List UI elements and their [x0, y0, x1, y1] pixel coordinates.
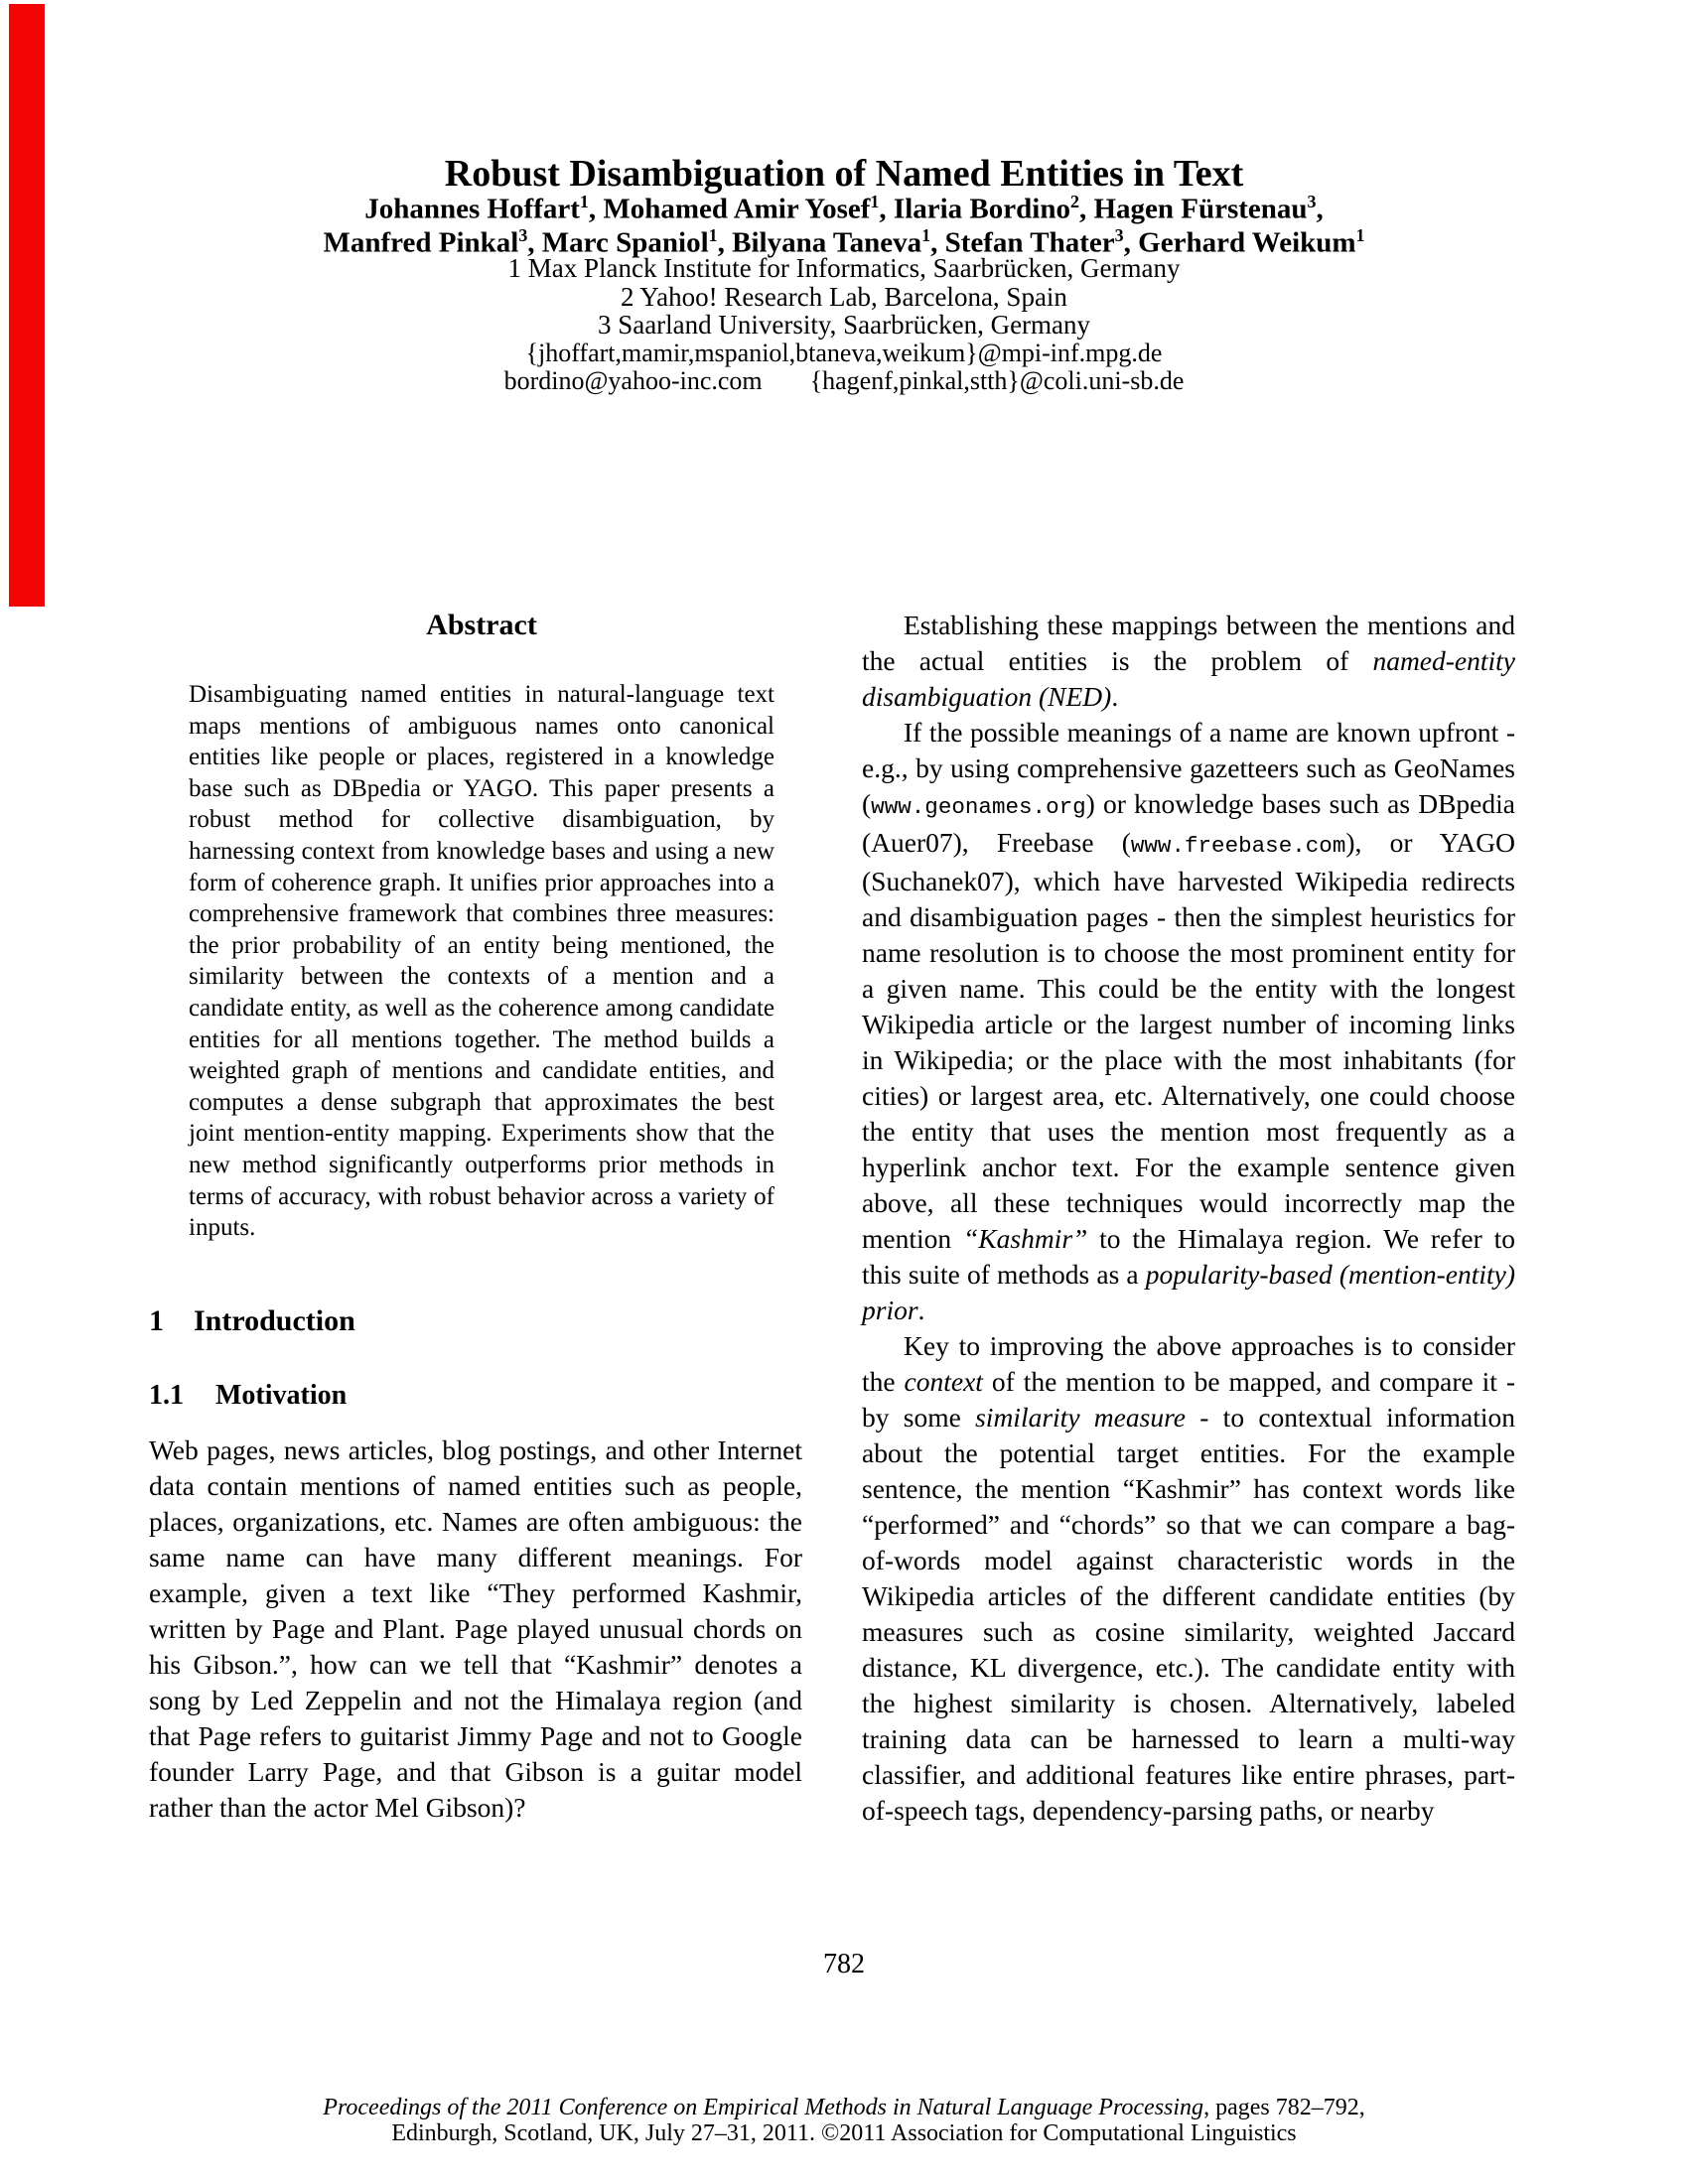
footer-line-2: Edinburgh, Scotland, UK, July 27–31, 2011. ©2011 Association for Computational Linguistics — [391, 2120, 1297, 2146]
section-title: Introduction — [194, 1303, 355, 1337]
subsection-title: Motivation — [215, 1379, 348, 1411]
two-column-body — [149, 608, 1515, 1829]
emails-block — [0, 340, 1688, 395]
email-line-1: {jhoffart,mamir,mspaniol,btaneva,weikum}@mpi-inf.mpg.de — [525, 339, 1163, 367]
abstract-section — [189, 610, 774, 1244]
affiliations-block — [0, 254, 1688, 340]
section-number: 1 — [149, 1303, 164, 1337]
affiliation-3: 3 Saarland University, Saarbrücken, Germany — [597, 310, 1091, 340]
left-column — [149, 608, 802, 1829]
abstract-heading: Abstract — [426, 609, 537, 641]
email-bordino: bordino@yahoo-inc.com — [503, 366, 763, 395]
paragraph-ned-definition: Establishing these mappings between the mentions and the actual entities is the problem of named-entity disambiguation (NED). — [862, 610, 1515, 712]
email-line-2 — [0, 367, 1688, 395]
section-heading-introduction — [149, 1305, 802, 1337]
paragraph-motivation: Web pages, news articles, blog postings, and other Internet data contain mentions of named entities such as people, places, organizations, etc. Names are often ambiguous: the same name can have many different meanings. For example, given a text like “They performed Kashmir, written by Page and Plant. Page played unusual chords on his Gibson.”, how can we tell that “Kashmir” denotes a song by Led Zeppelin and not the Himalaya region (and that Page refers to guitarist Jimmy Page and not to Google founder Larry Page, and that Gibson is a guitar model rather than the actor Mel Gibson)? — [149, 1433, 802, 1823]
affiliation-1: 1 Max Planck Institute for Informatics, Saarbrücken, Germany — [507, 253, 1181, 283]
email-coli: {hagenf,pinkal,stth}@coli.uni-sb.de — [809, 366, 1185, 395]
subsection-heading-motivation — [149, 1381, 802, 1411]
right-column — [862, 608, 1515, 1829]
paper-title: Robust Disambiguation of Named Entities in Text — [444, 153, 1244, 196]
affiliation-2: 2 Yahoo! Research Lab, Barcelona, Spain — [621, 281, 1067, 312]
paragraph-context-similarity: Key to improving the above approaches is to consider the context of the mention to be mapped, and compare it - by some similarity measure - to contextual information about the potential target entities. For the example sentence, the mention “Kashmir” has context words like “performed” and “chords” so that we can compare a bag-of-words model against characteristic words in the Wikipedia articles of the different candidate entities (by measures such as cosine similarity, weighted Jaccard distance, KL divergence, etc.). The candidate entity with the highest similarity is chosen. Alternatively, labeled training data can be harnessed to learn a multi-way classifier, and additional features like entire phrases, part-of-speech tags, dependency-parsing paths, or nearby — [862, 1330, 1515, 1826]
page-number: 782 — [823, 1949, 865, 1979]
proceedings-footer — [0, 2095, 1688, 2146]
authors-line-2: Manfred Pinkal$^3$, Marc Spaniol$^1$, Bilyana Taneva$^1$, Stefan Thater$^3$, Gerhard Weikum$^1$ — [323, 225, 1365, 259]
authors-line-1: Johannes Hoffart$^1$, Mohamed Amir Yosef$^1$, Ilaria Bordino$^2$, Hagen Fürstenau$^3$, — [364, 192, 1324, 225]
abstract-text: Disambiguating named entities in natural-language text maps mentions of ambiguous names onto canonical entities like people or places, registered in a knowledge base such as DBpedia or YAGO. This paper presents a robust method for collective disambiguation, by harnessing context from knowledge bases and using a new form of coherence graph. It unifies prior approaches into a comprehensive framework that combines three measures: the prior probability of an entity being mentioned, the similarity between the contexts of a mention and a candidate entity, as well as the coherence among candidate entities for all mentions together. The method builds a weighted graph of mentions and candidate entities, and computes a dense subgraph that approximates the best joint mention-entity mapping. Experiments show that the new method significantly outperforms prior methods in terms of accuracy, with robust behavior across a variety of inputs. — [189, 681, 774, 1242]
paragraph-popularity-prior: If the possible meanings of a name are known upfront - e.g., by using comprehensive gazetteers such as GeoNames (www.geonames.org) or knowledge bases such as DBpedia (Auer07), Freebase (www.freebase.com), or YAGO (Suchanek07), which have harvested Wikipedia redirects and disambiguation pages - then the simplest heuristics for name resolution is to choose the most prominent entity for a given name. This could be the entity with the longest Wikipedia article or the largest number of incoming links in Wikipedia; or the place with the most inhabitants (for cities) or largest area, etc. Alternatively, one could choose the entity that uses the mention most frequently as a hyperlink anchor text. For the example sentence given above, all these techniques would incorrectly map the mention “Kashmir” to the Himalaya region. We refer to this suite of methods as a popularity-based (mention-entity) prior. — [862, 717, 1515, 1325]
footer-line-1: Proceedings of the 2011 Conference on Empirical Methods in Natural Language Processing, pages 782–792, — [323, 2095, 1365, 2120]
subsection-number: 1.1 — [149, 1379, 184, 1411]
